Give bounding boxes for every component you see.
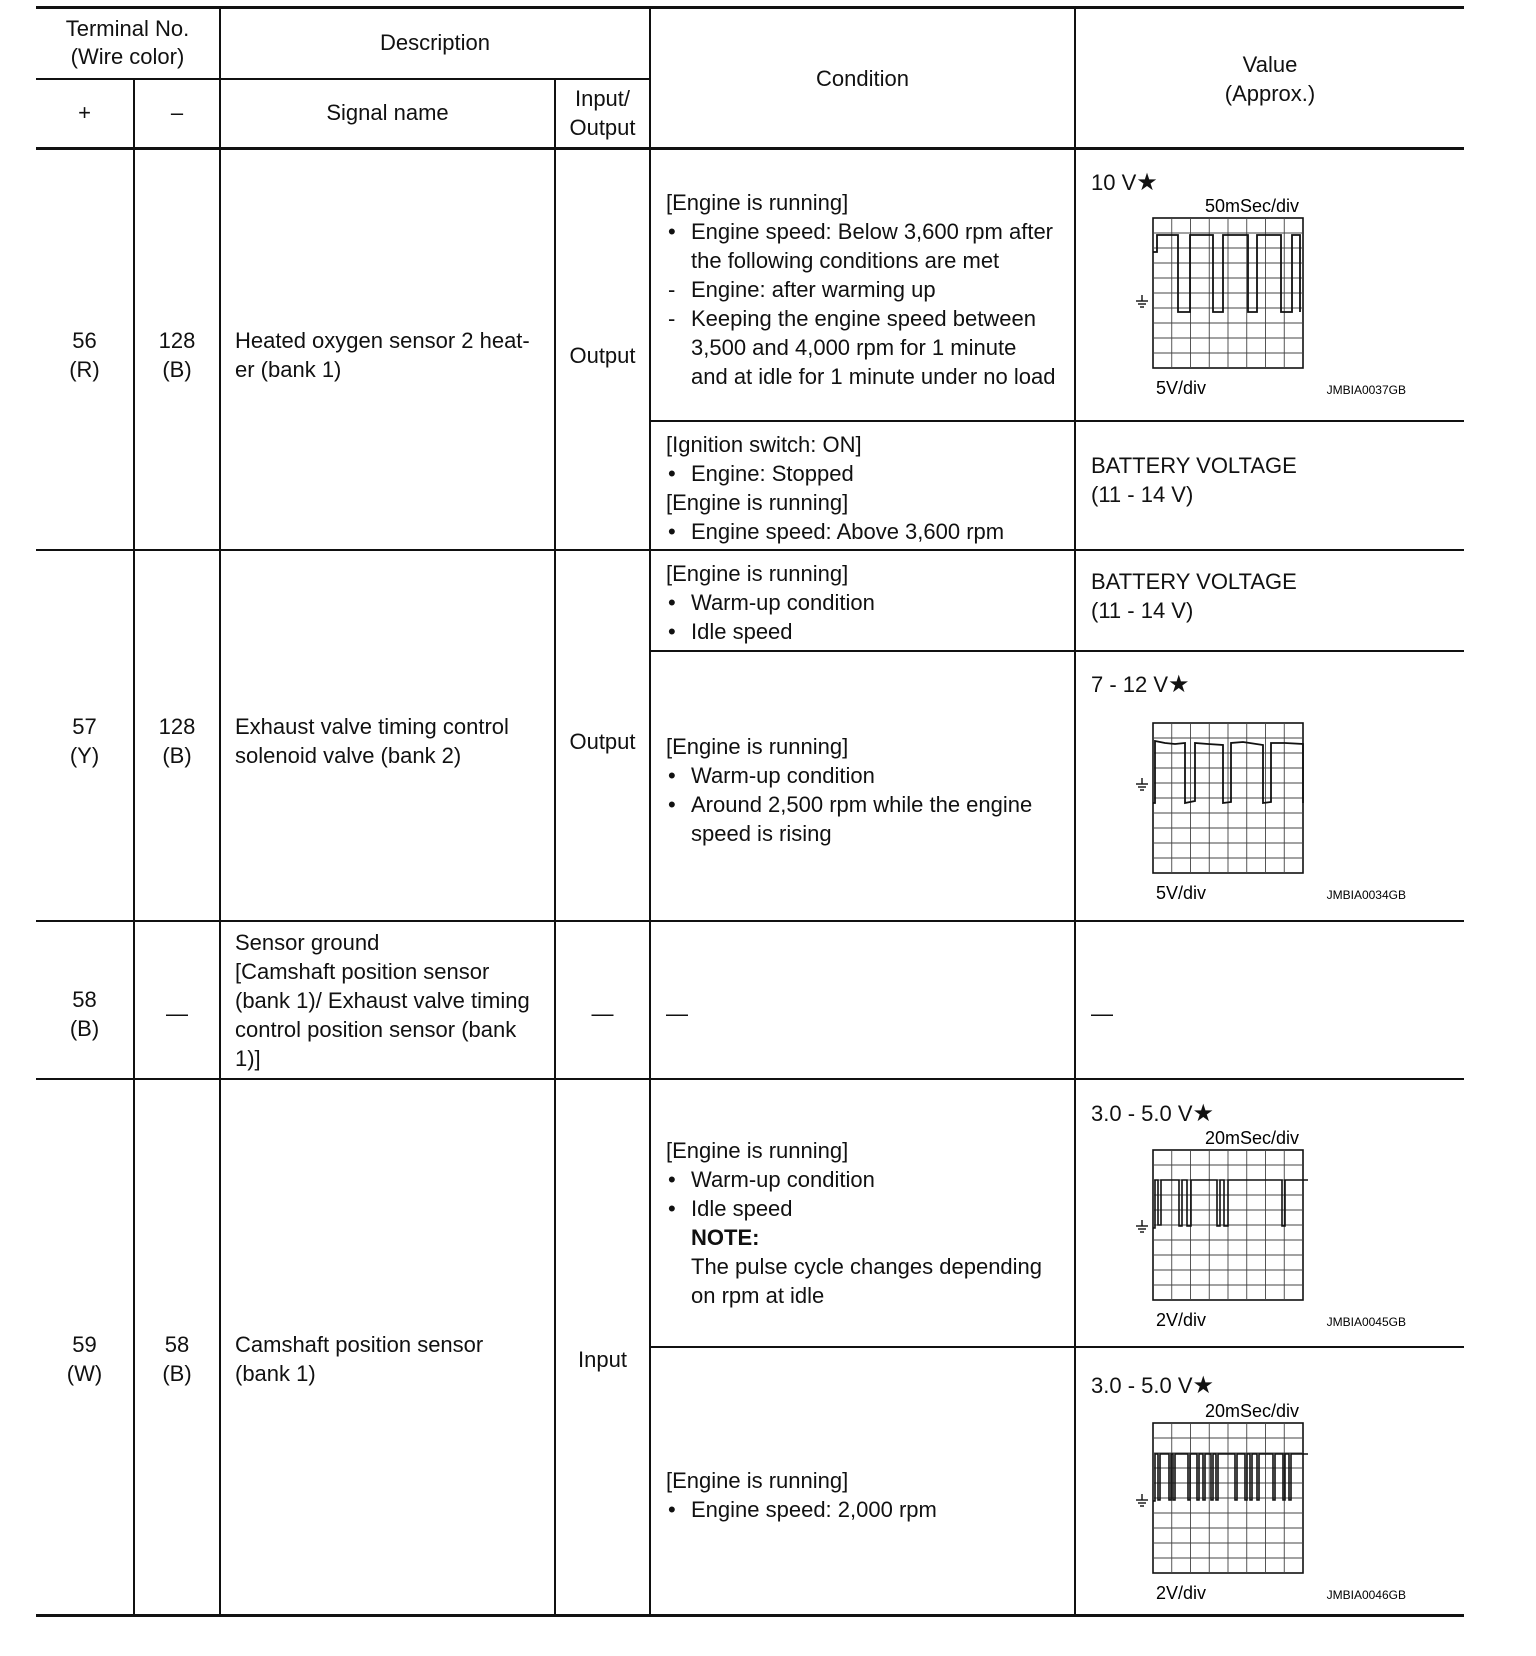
value-57-a-line1: BATTERY VOLTAGE	[1091, 569, 1297, 594]
io-57: Output	[569, 729, 636, 754]
wire-color-minus-56: (B)	[162, 357, 192, 382]
time-div-label: 50mSec/div	[1204, 196, 1299, 216]
terminal-plus-56: 56	[72, 328, 97, 353]
signal-line: [Camshaft position sensor	[235, 959, 490, 984]
condition-56-b: [Ignition switch: ON] • Engine: Stopped [Engine is running] • Engine speed: Above 3,600 rpm	[666, 432, 1005, 544]
header-minus: –	[170, 100, 184, 125]
header-condition: Condition	[816, 66, 909, 91]
condition-line: 3,500 and 4,000 rpm for 1 minute	[691, 335, 1017, 360]
condition-line: The pulse cycle changes depending	[691, 1254, 1043, 1279]
wire-color-plus-56: (R)	[69, 357, 100, 382]
io-58: —	[591, 1001, 614, 1026]
condition-line: Engine speed: 2,000 rpm	[691, 1497, 937, 1522]
scope-trace	[1153, 235, 1300, 312]
condition-line: on rpm at idle	[691, 1283, 825, 1308]
table-top-rule	[36, 6, 1464, 9]
header-plus: +	[78, 100, 91, 125]
col-divider-signal-io	[554, 78, 556, 1614]
value-56-b-line2: (11 - 14 V)	[1091, 482, 1194, 507]
condition-line: Keeping the engine speed between	[691, 306, 1036, 331]
value-58: —	[1091, 1001, 1113, 1026]
condition-line: Idle speed	[691, 1196, 793, 1221]
condition-56-a: [Engine is running] • Engine speed: Below 3,600 rpm after the following conditions are met - Engine: after warming up - Keeping the engine speed between 3,500 and 4,000 rpm for 1 minute and at idle for 1 minute under no load	[666, 190, 1056, 389]
scope-grid	[1153, 723, 1303, 873]
value-56-b-line1: BATTERY VOLTAGE	[1091, 453, 1297, 478]
condition-line: [Engine is running]	[666, 490, 849, 515]
volt-div-label: 5V/div	[1156, 883, 1207, 903]
header-approx: (Approx.)	[1224, 81, 1316, 106]
value-text: 7 - 12 V	[1091, 672, 1169, 697]
condition-line: Engine speed: Above 3,600 rpm	[691, 519, 1005, 544]
terminal-minus-56: 128	[158, 328, 196, 353]
condition-58: —	[666, 1001, 688, 1026]
wire-color-plus-57: (Y)	[69, 743, 100, 768]
condition-line: Engine: after warming up	[691, 277, 936, 302]
wire-color-minus-59: (B)	[162, 1361, 192, 1386]
value-text: 3.0 - 5.0 V	[1091, 1373, 1193, 1398]
waveform-57	[1116, 703, 1416, 903]
signal-line: (bank 1)/ Exhaust valve timing	[235, 988, 530, 1013]
col-divider-condition-value	[1074, 6, 1076, 1614]
terminal-plus-59: 59	[72, 1332, 97, 1357]
header-sub-rule	[36, 78, 650, 80]
terminal-spec-table	[36, 6, 1464, 1650]
value-text: 3.0 - 5.0 V	[1091, 1101, 1193, 1126]
col-divider-io-condition	[649, 6, 651, 1614]
signal-name-59: Camshaft position sensor	[235, 1332, 484, 1357]
waveform-59-a	[1116, 1130, 1416, 1330]
oscilloscope-56	[1116, 198, 1416, 398]
wire-color-plus-58: (B)	[69, 1016, 100, 1041]
header-signal-name: Signal name	[326, 100, 449, 125]
header-description: Description	[379, 30, 491, 55]
condition-line: [Engine is running]	[666, 190, 849, 215]
value-text: 10 V	[1091, 170, 1137, 195]
figure-id: JMBIA0037GB	[1326, 383, 1406, 397]
terminal-plus-58: 58	[72, 987, 97, 1012]
wire-color-plus-59: (W)	[66, 1361, 103, 1386]
value-57-b	[1091, 670, 1190, 699]
condition-line: the following conditions are met	[691, 248, 1000, 273]
condition-57-b: [Engine is running] • Warm-up condition • Around 2,500 rpm while the engine speed is rising	[666, 734, 1033, 846]
ground-icon	[1136, 295, 1148, 307]
star-icon: ★	[1192, 1100, 1215, 1127]
condition-line: Engine: Stopped	[691, 461, 854, 486]
signal-name-56-line2: er (bank 1)	[235, 357, 342, 382]
star-icon: ★	[1168, 671, 1190, 698]
time-div-label: 20mSec/div	[1204, 1128, 1299, 1148]
condition-line: [Ignition switch: ON]	[666, 432, 862, 457]
header-bottom-rule	[36, 147, 1464, 150]
signal-name-57-line2: solenoid valve (bank 2)	[235, 743, 462, 768]
scope-trace	[1153, 1180, 1308, 1228]
star-icon: ★	[1136, 169, 1158, 196]
terminal-minus-58: —	[166, 1001, 188, 1026]
condition-line: [Engine is running]	[666, 734, 849, 759]
wire-color-minus-57: (B)	[162, 743, 192, 768]
condition-line: and at idle for 1 minute under no load	[691, 364, 1056, 389]
figure-id: JMBIA0034GB	[1326, 888, 1406, 902]
terminal-minus-57: 128	[158, 714, 196, 739]
volt-div-label: 2V/div	[1156, 1310, 1207, 1330]
condition-line: speed is rising	[691, 821, 832, 846]
signal-line: Sensor ground	[235, 930, 380, 955]
condition-59-a: [Engine is running] • Warm-up condition • Idle speed NOTE: The pulse cycle changes depending on rpm at idle	[666, 1138, 1043, 1308]
condition-line: [Engine is running]	[666, 561, 849, 586]
row-56-bottom-rule	[36, 549, 1464, 551]
note-label: NOTE:	[691, 1225, 760, 1250]
waveform-59-b	[1116, 1403, 1416, 1603]
value-59-a	[1091, 1099, 1214, 1128]
header-terminal-no: Terminal No.	[65, 16, 190, 41]
condition-57-a: [Engine is running] • Warm-up condition • Idle speed	[666, 561, 875, 644]
value-57-a-line2: (11 - 14 V)	[1091, 598, 1194, 623]
time-div-label: 20mSec/div	[1204, 1401, 1299, 1421]
row-59-split-rule	[650, 1346, 1464, 1348]
row-57-bottom-rule	[36, 920, 1464, 922]
io-56: Output	[569, 343, 636, 368]
terminal-minus-59: 58	[164, 1332, 190, 1357]
oscilloscope-59-a	[1116, 1130, 1416, 1330]
signal-name-57: Exhaust valve timing control	[235, 714, 509, 739]
oscilloscope-59-b	[1116, 1403, 1416, 1603]
oscilloscope-57	[1116, 703, 1416, 903]
scope-trace	[1153, 1454, 1308, 1501]
condition-line: Engine speed: Below 3,600 rpm after	[691, 219, 1054, 244]
condition-line: Warm-up condition	[691, 763, 875, 788]
signal-name-56: Heated oxygen sensor 2 heat-	[235, 328, 530, 353]
signal-line: 1)]	[235, 1046, 261, 1071]
condition-line: Warm-up condition	[691, 590, 875, 615]
condition-line: [Engine is running]	[666, 1138, 849, 1163]
value-56-a	[1091, 168, 1158, 197]
row-56-split-rule	[650, 420, 1464, 422]
ground-icon	[1136, 1220, 1148, 1232]
signal-name-58	[235, 928, 530, 1073]
header-output: Output	[569, 115, 636, 140]
condition-line: [Engine is running]	[666, 1468, 849, 1493]
col-divider-terminal-desc	[219, 6, 221, 1614]
star-icon: ★	[1192, 1372, 1215, 1399]
header-input: Input/	[574, 86, 631, 111]
header-value: Value	[1242, 52, 1298, 77]
volt-div-label: 2V/div	[1156, 1583, 1207, 1603]
header-wire-color: (Wire color)	[70, 44, 185, 69]
condition-line: Warm-up condition	[691, 1167, 875, 1192]
row-57-split-rule	[650, 650, 1464, 652]
terminal-plus-57: 57	[72, 714, 97, 739]
figure-id: JMBIA0046GB	[1326, 1588, 1406, 1602]
figure-id: JMBIA0045GB	[1326, 1315, 1406, 1329]
condition-59-b: [Engine is running] • Engine speed: 2,000 rpm	[666, 1468, 937, 1522]
io-59: Input	[578, 1347, 627, 1372]
signal-name-59-line2: (bank 1)	[235, 1361, 316, 1386]
condition-line: Idle speed	[691, 619, 793, 644]
condition-line: Around 2,500 rpm while the engine	[691, 792, 1033, 817]
signal-line: control position sensor (bank	[235, 1017, 517, 1042]
volt-div-label: 5V/div	[1156, 378, 1207, 398]
row-58-bottom-rule	[36, 1078, 1464, 1080]
ground-icon	[1136, 1494, 1148, 1506]
table-bottom-rule	[36, 1614, 1464, 1617]
ground-icon	[1136, 778, 1148, 790]
waveform-56	[1116, 198, 1416, 398]
value-59-b	[1091, 1371, 1214, 1400]
